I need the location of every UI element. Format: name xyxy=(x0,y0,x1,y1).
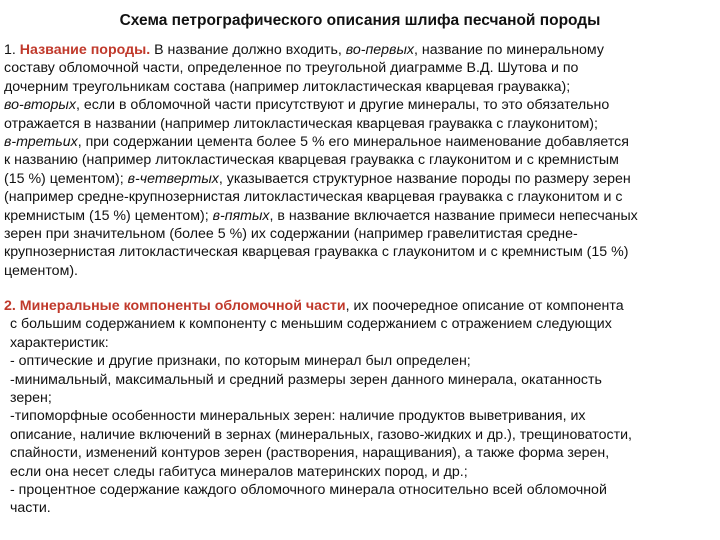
body-text: к названию (например литокластическая кварцевая граувакка с глауконитом и с кремнистым xyxy=(4,152,619,169)
section2-line: спайности, изменений контуров зерен (растворения, наращивания), а также форма зерен, xyxy=(10,445,610,462)
section1-line xyxy=(4,170,716,188)
section1-line xyxy=(4,115,716,133)
section2-line: если она несет следы габитуса минералов материнских пород, и др.; xyxy=(10,463,468,480)
section1-line xyxy=(4,243,716,261)
section-mineral-components xyxy=(4,297,716,518)
body-text: составу обломочной части, определенное по треугольной диаграмме В.Д. Шутова и по xyxy=(4,60,579,77)
section2-heading: 2. Минеральные компоненты обломочной части xyxy=(4,298,346,314)
section2-line: -минимальный, максимальный и средний размеры зерен данного минерала, окатанность xyxy=(10,371,602,388)
section2-line: характеристик: xyxy=(10,334,109,351)
section1-line-text xyxy=(150,42,604,58)
body-text: цементом). xyxy=(4,262,78,279)
section1-line xyxy=(4,151,716,169)
body-text: зерен при значительном (более 5 %) их содержании (например гравелитистая средне- xyxy=(4,226,578,243)
section1-line xyxy=(4,59,716,77)
section1-line xyxy=(4,207,716,225)
section1-body xyxy=(4,59,716,280)
body-text: дочерним треугольникам состава (например литокластическая кварцевая граувакка); xyxy=(4,78,571,95)
section1-heading: Название породы. xyxy=(19,42,151,58)
section2-line: части. xyxy=(10,500,51,517)
section2-line: - процентное содержание каждого обломочного минерала относительно всей обломочной xyxy=(10,482,607,499)
body-text: кремнистым (15 %) цементом); xyxy=(4,207,213,224)
body-text: (15 %) цементом); xyxy=(4,170,128,187)
emphasis-text: во-первых xyxy=(345,42,415,58)
emphasis-text: в-третьих xyxy=(4,134,78,151)
section1-line xyxy=(4,225,716,243)
section1-line xyxy=(4,78,716,96)
section1-line xyxy=(4,262,716,280)
section-rock-name xyxy=(4,41,716,280)
body-text: (например средне-крупнозернистая литокластическая кварцевая граувакка с глауконитом и с xyxy=(4,189,623,206)
section2-line: зерен; xyxy=(10,390,52,407)
section2-line: - оптические и другие признаки, по которым минерал был определен; xyxy=(10,353,471,370)
body-text: крупнозернистая литокластическая кварцевая граувакка с глауконитом и с кремнистым (15 %) xyxy=(4,244,629,261)
emphasis-text: в-четвертых xyxy=(127,170,219,187)
section1-line xyxy=(4,133,716,151)
section2-line-text: , их поочередное описание от компонента xyxy=(345,298,624,314)
section2-line xyxy=(4,297,716,315)
emphasis-text: во-вторых xyxy=(4,97,76,114)
section1-line xyxy=(4,188,716,206)
section2-line: -типоморфные особенности минеральных зерен: наличие продуктов выветривания, их xyxy=(10,408,586,425)
body-text: , указывается структурное название породы по размеру зерен xyxy=(218,170,631,187)
section2-line: с большим содержанием к компоненту с меньшим содержанием с отражением следующих xyxy=(10,316,612,333)
section2-body xyxy=(4,315,716,517)
section1-number: 1. xyxy=(4,42,16,58)
body-text: , если в обломочной части присутствуют и другие минералы, то это обязательно xyxy=(75,97,610,114)
body-text: отражается в названии (например литокластическая кварцевая граувакка с глауконитом); xyxy=(4,115,598,132)
section2-line: описание, наличие включений в зернах (минеральных, газово-жидких и др.), трещиноватости, xyxy=(10,426,632,443)
section1-line xyxy=(4,96,716,114)
page-title: Схема петрографического описания шлифа песчаной породы xyxy=(119,12,601,29)
emphasis-text: в-пятых xyxy=(212,207,270,224)
section1-line xyxy=(4,41,716,59)
body-text: В название должно входить, xyxy=(150,42,346,58)
body-text: , название по минеральному xyxy=(414,42,604,58)
body-text: , при содержании цемента более 5 % его минеральное наименование добавляется xyxy=(77,134,629,151)
body-text: , в название включается название примеси непесчаных xyxy=(269,207,638,224)
